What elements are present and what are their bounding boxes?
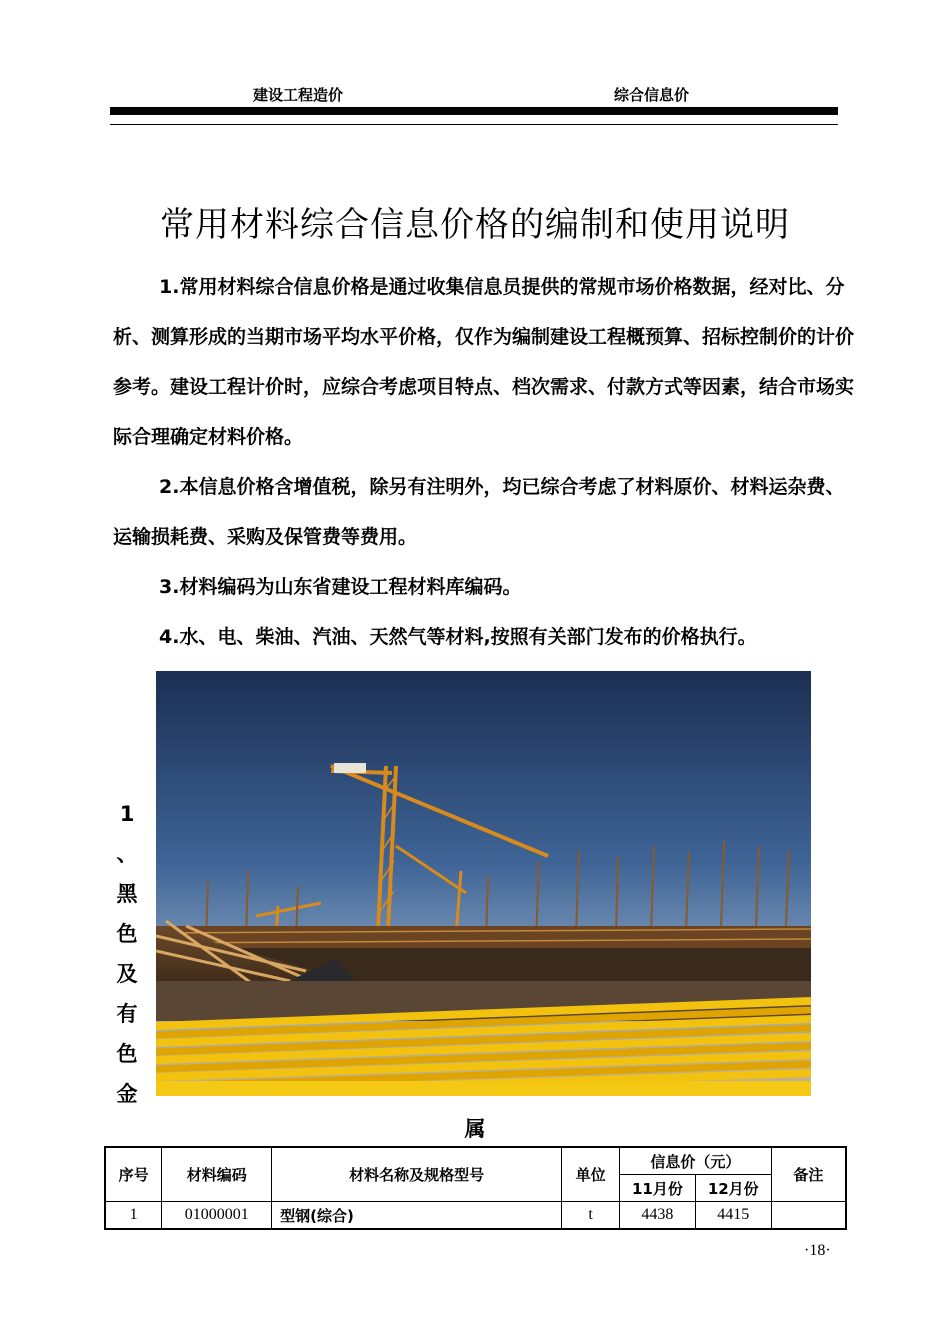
table-row	[105, 1202, 846, 1230]
cell-unit: t	[562, 1202, 620, 1230]
construction-site-photo	[156, 671, 811, 1096]
price-table	[104, 1146, 847, 1230]
section-heading-char: 、	[116, 842, 138, 866]
col-header-seq: 序号	[105, 1147, 162, 1202]
section-heading-char: 色	[116, 922, 138, 946]
header-right-title: 综合信息价	[614, 86, 690, 104]
cell-remark	[771, 1202, 846, 1230]
cell-name: 型钢(综合)	[272, 1202, 562, 1230]
col-header-name: 材料名称及规格型号	[272, 1147, 562, 1202]
paragraph-2: 2.本信息价格含增值税，除另有注明外，均已综合考虑了材料原价、材料运杂费、运输损耗费、采购及保管费等费用。	[113, 476, 845, 548]
cell-seq: 1	[105, 1202, 162, 1230]
col-header-price-group: 信息价（元）	[620, 1147, 772, 1175]
col-header-unit: 单位	[562, 1147, 620, 1202]
cell-month-2: 4415	[695, 1202, 771, 1230]
page-number: ·18·	[804, 1242, 831, 1259]
paragraph-1: 1.常用材料综合信息价格是通过收集信息员提供的常规市场价格数据，经对比、分析、测算形成的当期市场平均水平价格，仅作为编制建设工程概预算、招标控制价的计价参考。建设工程计价时，应综合考虑项目特点、档次需求、付款方式等因素，结合市场实际合理确定材料价格。	[113, 276, 855, 448]
col-header-code: 材料编码	[162, 1147, 272, 1202]
section-heading-vertical	[111, 794, 143, 1114]
section-heading-char: 有	[116, 1002, 138, 1026]
header-left-title: 建设工程造价	[253, 86, 344, 104]
section-heading-char: 色	[116, 1042, 138, 1066]
col-header-month-1: 11月份	[620, 1175, 696, 1202]
cell-code: 01000001	[162, 1202, 272, 1230]
header-thin-rule	[110, 124, 838, 125]
section-heading-char: 及	[116, 962, 138, 986]
paragraph-4: 4.水、电、柴油、汽油、天然气等材料,按照有关部门发布的价格执行。	[159, 626, 757, 648]
section-heading-char: 黑	[116, 882, 138, 906]
col-header-remark: 备注	[771, 1147, 846, 1202]
page-title: 常用材料综合信息价格的编制和使用说明	[160, 204, 790, 245]
col-header-month-2: 12月份	[695, 1175, 771, 1202]
section-heading-tail: 属	[464, 1117, 486, 1141]
instructions-body	[113, 262, 858, 662]
section-heading-char: 1	[119, 802, 135, 826]
header-thick-rule	[110, 107, 838, 115]
cell-month-1: 4438	[620, 1202, 696, 1230]
paragraph-3: 3.材料编码为山东省建设工程材料库编码。	[159, 576, 522, 598]
section-heading-char: 金	[116, 1082, 138, 1106]
